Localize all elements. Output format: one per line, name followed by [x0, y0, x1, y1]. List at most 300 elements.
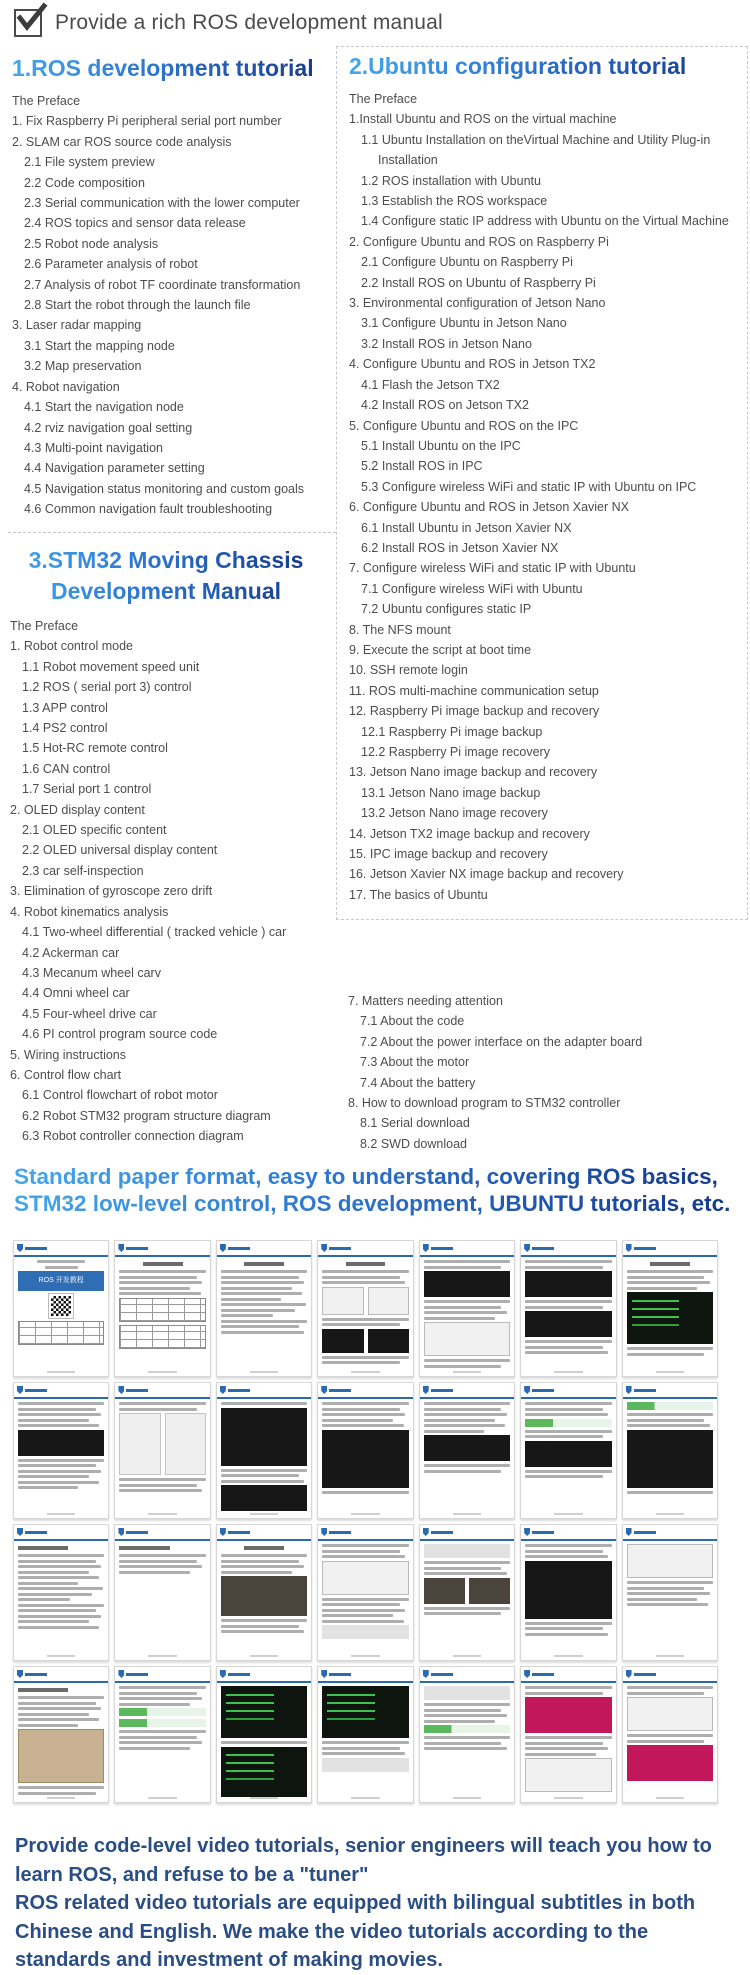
- page-thumbnail-10: [216, 1382, 312, 1519]
- thumbnail-brand-header: [217, 1383, 311, 1399]
- shield-icon: [626, 1528, 632, 1536]
- thumbnail-file-list: [165, 1413, 206, 1475]
- thumbnail-photo-pair: [424, 1578, 510, 1604]
- toc-item: 1.3 APP control: [22, 700, 108, 715]
- thumbnail-text-lines: [18, 1459, 104, 1490]
- qr-code-icon: [49, 1294, 73, 1318]
- dashed-divider: [8, 532, 336, 533]
- thumbnail-photo: [469, 1578, 510, 1604]
- shield-icon: [118, 1670, 124, 1678]
- toc-item: 2.8 Start the robot through the launch file: [24, 298, 251, 313]
- thumbnail-heading: [18, 1688, 68, 1692]
- thumbnail-brand-header: [14, 1525, 108, 1541]
- thumbnail-page-number: [148, 1797, 176, 1799]
- thumbnail-body: [623, 1399, 717, 1513]
- thumbnail-photo: [221, 1576, 307, 1616]
- toc-item: 5. Wiring instructions: [10, 1047, 127, 1062]
- thumbnail-highlight-bar: [424, 1725, 510, 1733]
- toc-item: 8.1 Serial download: [360, 1116, 470, 1131]
- thumbnail-text-lines: [119, 1270, 205, 1295]
- toc-item: 4.1 Two-wheel differential ( tracked vehicle ) car: [22, 925, 287, 940]
- toc-item: 2.2 OLED universal display content: [22, 843, 218, 858]
- toc-item: 2.3 Serial communication with the lower computer: [24, 196, 300, 211]
- toc-item: 4.1 Flash the Jetson TX2: [361, 377, 500, 392]
- toc-item: 13. Jetson Nano image backup and recovery: [349, 765, 598, 780]
- page-thumbnail-9: [114, 1382, 210, 1519]
- thumbnail-page-number: [47, 1513, 75, 1515]
- thumbnail-console-screenshot: [221, 1747, 307, 1798]
- thumbnail-heading: [244, 1546, 284, 1550]
- toc-item: 8. How to download program to STM32 controller: [348, 1096, 621, 1111]
- toc-item: 4.5 Four-wheel drive car: [22, 1006, 157, 1021]
- toc-stm32-continued: [348, 991, 744, 1154]
- brand-wordmark: [634, 1673, 656, 1676]
- brand-wordmark: [431, 1673, 453, 1676]
- shield-icon: [17, 1244, 23, 1252]
- thumbnail-brand-header: [14, 1383, 108, 1399]
- toc-item: 7. Configure wireless WiFi and static IP with Ubuntu: [349, 561, 636, 576]
- thumbnail-brand-header: [115, 1241, 209, 1257]
- stm32-title-line2: Development Manual: [50, 578, 282, 604]
- thumbnail-terminal-screenshot: [424, 1435, 510, 1461]
- thumbnail-terminal-screenshot: [221, 1408, 307, 1466]
- shield-icon: [220, 1386, 226, 1394]
- thumbnail-body: [420, 1399, 514, 1513]
- brand-wordmark: [25, 1673, 47, 1676]
- shield-icon: [118, 1244, 124, 1252]
- thumbnail-page-number: [250, 1797, 278, 1799]
- thumbnail-text-lines: [424, 1464, 510, 1473]
- thumbnail-brand-header: [420, 1525, 514, 1541]
- thumbnail-window-screenshot-pair: [322, 1287, 408, 1315]
- thumbnail-text-lines: [424, 1402, 510, 1433]
- toc-item: 16. Jetson Xavier NX image backup and recovery: [349, 867, 624, 882]
- thumbnail-window-screenshot: [525, 1758, 611, 1792]
- thumbnail-brand-header: [115, 1667, 209, 1683]
- toc-item: 6.1 Install Ubuntu in Jetson Xavier NX: [361, 520, 572, 535]
- page-thumbnail-15: [13, 1524, 109, 1661]
- toc-item: 2.3 car self-inspection: [22, 863, 144, 878]
- toc-item: 4.3 Mecanum wheel carv: [22, 965, 161, 980]
- thumbnail-text-lines: [18, 1260, 104, 1269]
- thumbnail-page-number: [453, 1655, 481, 1657]
- thumbnail-window-screenshot: [368, 1287, 409, 1315]
- brand-wordmark: [532, 1673, 554, 1676]
- toc-item: 13.2 Jetson Nano image recovery: [361, 806, 548, 821]
- thumbnail-body: [217, 1399, 311, 1513]
- thumbnail-page-number: [351, 1797, 379, 1799]
- brand-wordmark: [228, 1673, 250, 1676]
- thumbnail-brand-header: [623, 1383, 717, 1399]
- toc-item: 5.2 Install ROS in IPC: [361, 459, 483, 474]
- thumbnail-text-lines: [119, 1730, 205, 1750]
- thumbnail-brand-header: [521, 1525, 615, 1541]
- thumbnail-text-lines: [322, 1491, 408, 1494]
- thumbnail-brand-header: [14, 1241, 108, 1257]
- brand-wordmark: [228, 1531, 250, 1534]
- thumbnail-window-screenshot: [322, 1561, 408, 1595]
- thumbnail-page-number: [351, 1513, 379, 1515]
- thumbnail-body: [623, 1257, 717, 1371]
- thumbnail-page-number: [656, 1371, 684, 1373]
- thumbnail-text-lines: [627, 1734, 713, 1743]
- toc-item: 6. Configure Ubuntu and ROS in Jetson Xavier NX: [349, 500, 630, 515]
- toc-item: 3. Elimination of gyroscope zero drift: [10, 884, 213, 899]
- thumbnail-text-lines: [424, 1359, 510, 1368]
- thumbnail-magenta-image: [627, 1745, 713, 1781]
- thumbnail-terminal-screenshot: [18, 1430, 104, 1456]
- thumbnail-terminal-screenshot: [525, 1561, 611, 1619]
- footer-paragraph-1: Provide code-level video tutorials, senior engineers will teach you how to learn ROS, and refuse to be a "tuner": [15, 1835, 712, 1886]
- toc-item: 12.2 Raspberry Pi image recovery: [361, 745, 550, 759]
- section-ubuntu-title: 2.Ubuntu configuration tutorial: [349, 53, 743, 80]
- thumbnail-brand-header: [115, 1383, 209, 1399]
- page-thumbnail-6: [520, 1240, 616, 1377]
- page-thumbnail-2: [114, 1240, 210, 1377]
- thumbnail-body: [318, 1257, 412, 1371]
- thumbnail-text-lines: [221, 1741, 307, 1744]
- brand-wordmark: [532, 1389, 554, 1392]
- toc-item: 3. Laser radar mapping: [12, 318, 142, 333]
- shield-icon: [423, 1528, 429, 1536]
- thumbnail-text-lines: [322, 1544, 408, 1558]
- page-thumbnail-7: [622, 1240, 718, 1377]
- toc-item: 1.1 Ubuntu Installation on theVirtual Machine and Utility Plug-in Installation: [361, 132, 711, 168]
- thumbnail-text-lines: [525, 1430, 611, 1439]
- page-thumbnail-25: [317, 1666, 413, 1803]
- brand-wordmark: [634, 1389, 656, 1392]
- page-header: [14, 9, 443, 37]
- toc-item: 1.7 Serial port 1 control: [22, 782, 152, 797]
- page-thumbnail-16: [114, 1524, 210, 1661]
- toc-item: 4.5 Navigation status monitoring and custom goals: [24, 481, 305, 496]
- shield-icon: [524, 1244, 530, 1252]
- toc-item: 1.2 ROS ( serial port 3) control: [22, 680, 192, 695]
- thumbnail-brand-header: [623, 1667, 717, 1683]
- brand-wordmark: [126, 1389, 148, 1392]
- shield-icon: [220, 1670, 226, 1678]
- thumbnail-brand-header: [318, 1383, 412, 1399]
- stm32-title-line1: 3.STM32 Moving Chassis: [28, 547, 304, 573]
- thumbnail-text-lines: [627, 1270, 713, 1290]
- thumbnail-body: [623, 1683, 717, 1797]
- thumbnail-body: [318, 1399, 412, 1513]
- thumbnail-heading: [143, 1262, 183, 1266]
- toc-item: 7.2 Ubuntu configures static IP: [361, 602, 532, 617]
- shield-icon: [321, 1386, 327, 1394]
- thumbnail-body: [217, 1257, 311, 1371]
- thumbnail-terminal-screenshot: [525, 1271, 611, 1297]
- toc-item: 1.1 Robot movement speed unit: [22, 659, 200, 674]
- toc-item: 4. Configure Ubuntu and ROS in Jetson TX2: [349, 357, 596, 372]
- page-thumbnail-12: [419, 1382, 515, 1519]
- thumbnail-heading: [18, 1546, 68, 1550]
- toc-item: 1.4 Configure static IP address with Ubuntu on the Virtual Machine: [361, 214, 729, 229]
- toc-item: 1.5 Hot-RC remote control: [22, 741, 168, 756]
- thumbnail-brand-header: [420, 1667, 514, 1683]
- thumbnail-text-lines: [221, 1402, 307, 1405]
- toc-item: 4.2 rviz navigation goal setting: [24, 420, 193, 435]
- thumbnail-brand-header: [521, 1241, 615, 1257]
- page-thumbnail-24: [216, 1666, 312, 1803]
- thumbnail-highlight-bar: [525, 1419, 611, 1427]
- page-title: Provide a rich ROS development manual: [55, 11, 443, 34]
- thumbnail-page-number: [351, 1655, 379, 1657]
- thumbnail-magenta-image: [525, 1697, 611, 1733]
- thumbnail-brand-header: [217, 1241, 311, 1257]
- thumbnail-page-number: [554, 1797, 582, 1799]
- shield-icon: [524, 1528, 530, 1536]
- thumbnail-window-screenshot: [627, 1697, 713, 1731]
- toc-item: 4.3 Multi-point navigation: [24, 440, 163, 455]
- thumbnail-brand-header: [521, 1667, 615, 1683]
- section-stm32-title: [10, 545, 322, 607]
- thumbnail-terminal-screenshot: [627, 1430, 713, 1488]
- thumbnail-file-list-pair: [119, 1413, 205, 1475]
- thumbnail-body: [217, 1541, 311, 1655]
- promo-headline-line2: STM32 low-level control, ROS development, UBUNTU tutorials, etc.: [14, 1191, 731, 1216]
- thumbnail-text-lines: [525, 1736, 611, 1756]
- toc-item: 6.2 Robot STM32 program structure diagram: [22, 1108, 271, 1123]
- thumbnail-body: [318, 1541, 412, 1655]
- brand-wordmark: [532, 1531, 554, 1534]
- thumbnail-brand-header: [623, 1525, 717, 1541]
- shield-icon: [626, 1244, 632, 1252]
- toc-item: 9. Execute the script at boot time: [349, 642, 532, 657]
- brand-wordmark: [329, 1531, 351, 1534]
- thumbnail-window-screenshot: [424, 1322, 510, 1356]
- toc-item: 6.3 Robot controller connection diagram: [22, 1129, 244, 1144]
- page-thumbnail-5: [419, 1240, 515, 1377]
- thumbnail-photo: [424, 1578, 465, 1604]
- thumbnail-text-lines: [18, 1402, 104, 1427]
- toc-item: 6. Control flow chart: [10, 1067, 122, 1082]
- thumbnail-page-number: [554, 1371, 582, 1373]
- toc-item: 1.6 CAN control: [22, 761, 111, 776]
- toc-item: 8.2 SWD download: [360, 1136, 468, 1151]
- thumbnail-page-number: [250, 1513, 278, 1515]
- thumbnail-body: [420, 1257, 514, 1371]
- section-stm32-continued: [348, 982, 744, 1154]
- thumbnail-text-lines: [525, 1686, 611, 1695]
- toc-item: 14. Jetson TX2 image backup and recovery: [349, 826, 590, 841]
- toc-item: 7.1 Configure wireless WiFi with Ubuntu: [361, 581, 583, 596]
- shield-icon: [118, 1386, 124, 1394]
- thumbnail-terminal-screenshot: [424, 1271, 510, 1297]
- brand-wordmark: [228, 1389, 250, 1392]
- thumbnail-text-lines: [18, 1696, 104, 1727]
- toc-item: 2.1 Configure Ubuntu on Raspberry Pi: [361, 255, 573, 270]
- thumbnail-text-lines: [627, 1581, 713, 1606]
- shield-icon: [17, 1528, 23, 1536]
- thumbnail-text-lines: [525, 1260, 611, 1269]
- thumbnail-highlight-bar: [627, 1402, 713, 1410]
- thumbnail-body: [623, 1541, 717, 1655]
- thumbnail-highlight-bar: [119, 1708, 205, 1716]
- thumbnail-terminal-screenshot: [525, 1311, 611, 1337]
- page-thumbnail-13: [520, 1382, 616, 1519]
- thumbnail-text-lines: [627, 1347, 713, 1356]
- toc-item: 1.3 Establish the ROS workspace: [361, 194, 548, 209]
- checkmark-icon: [14, 9, 42, 37]
- toc-item: 12.1 Raspberry Pi image backup: [361, 724, 543, 739]
- brand-wordmark: [532, 1247, 554, 1250]
- thumbnail-page-number: [47, 1371, 75, 1373]
- thumbnail-text-lines: [221, 1619, 307, 1633]
- toc-item: 13.1 Jetson Nano image backup: [361, 785, 541, 800]
- thumbnail-body: [521, 1541, 615, 1655]
- thumbnail-code-block: [424, 1686, 510, 1700]
- thumbnail-brand-header: [217, 1525, 311, 1541]
- thumbnail-body: [115, 1399, 209, 1513]
- page-thumbnail-18: [317, 1524, 413, 1661]
- thumbnail-text-lines: [525, 1470, 611, 1479]
- page-thumbnail-3: [216, 1240, 312, 1377]
- brand-wordmark: [329, 1247, 351, 1250]
- toc-item: 2.5 Robot node analysis: [24, 236, 159, 251]
- brand-wordmark: [126, 1531, 148, 1534]
- footer-text: [15, 1832, 737, 1975]
- toc-item: 7. Matters needing attention: [348, 994, 503, 1008]
- thumbnail-file-list: [119, 1413, 160, 1475]
- thumbnail-cover-banner: ROS 开发教程: [18, 1271, 104, 1291]
- thumbnail-table: [18, 1321, 104, 1345]
- thumbnail-brand-header: [14, 1667, 108, 1683]
- toc-stm32: [10, 616, 322, 1147]
- toc-item: 2. Configure Ubuntu and ROS on Raspberry Pi: [349, 234, 609, 249]
- brand-wordmark: [25, 1531, 47, 1534]
- toc-item: 5.3 Configure wireless WiFi and static IP with Ubuntu on IPC: [361, 479, 697, 494]
- shield-icon: [220, 1528, 226, 1536]
- thumbnail-terminal-screenshot-pair: [322, 1329, 408, 1353]
- page-thumbnail-8: [13, 1382, 109, 1519]
- thumbnail-body: [115, 1683, 209, 1797]
- thumbnail-text-lines: [424, 1300, 510, 1320]
- thumbnail-page-number: [656, 1797, 684, 1799]
- toc-item: 2.4 ROS topics and sensor data release: [24, 216, 246, 231]
- thumbnail-text-lines: [424, 1561, 510, 1575]
- thumbnail-brand-header: [318, 1525, 412, 1541]
- thumbnail-page-number: [351, 1371, 379, 1373]
- shield-icon: [321, 1244, 327, 1252]
- thumbnail-brand-header: [623, 1241, 717, 1257]
- thumbnail-page-number: [453, 1513, 481, 1515]
- page-thumbnail-4: [317, 1240, 413, 1377]
- brand-wordmark: [228, 1247, 250, 1250]
- toc-item: 4.6 PI control program source code: [22, 1027, 218, 1042]
- thumbnail-text-lines: [18, 1554, 104, 1601]
- shield-icon: [626, 1386, 632, 1394]
- toc-item: The Preface: [349, 92, 418, 106]
- toc-item: 5.1 Install Ubuntu on the IPC: [361, 438, 521, 453]
- shield-icon: [423, 1244, 429, 1252]
- thumbnail-highlight-bar: [119, 1719, 205, 1727]
- page-thumbnail-19: [419, 1524, 515, 1661]
- toc-item: 5. Configure Ubuntu and ROS on the IPC: [349, 418, 579, 433]
- brand-wordmark: [431, 1531, 453, 1534]
- toc-item: 8. The NFS mount: [349, 622, 451, 637]
- thumbnail-body: [420, 1683, 514, 1797]
- brand-wordmark: [126, 1673, 148, 1676]
- thumbnail-text-lines: [424, 1607, 510, 1616]
- toc-item: 2.7 Analysis of robot TF coordinate transformation: [24, 277, 301, 292]
- toc-item: 1.2 ROS installation with Ubuntu: [361, 173, 541, 188]
- thumbnail-text-lines: [525, 1544, 611, 1558]
- thumbnail-text-lines: [627, 1686, 713, 1695]
- toc-item: 2.1 OLED specific content: [22, 823, 167, 838]
- page-thumbnail-11: [317, 1382, 413, 1519]
- toc-item: The Preface: [12, 94, 81, 108]
- brand-wordmark: [25, 1247, 47, 1250]
- shield-icon: [118, 1528, 124, 1536]
- shield-icon: [17, 1386, 23, 1394]
- footer-paragraph-2: ROS related video tutorials are equipped with bilingual subtitles in both Chinese and English. We make the video tutorials according to the standards and investment of making movies.: [15, 1892, 696, 1971]
- thumbnail-body: [521, 1257, 615, 1371]
- toc-item: 3.1 Configure Ubuntu in Jetson Nano: [361, 316, 567, 331]
- page-thumbnail-23: [114, 1666, 210, 1803]
- thumbnail-page-number: [47, 1655, 75, 1657]
- thumbnail-body: [217, 1683, 311, 1797]
- toc-item: 1.Install Ubuntu and ROS on the virtual machine: [349, 112, 617, 127]
- thumbnail-text-lines: [119, 1402, 205, 1411]
- thumbnail-code-block: [424, 1544, 510, 1558]
- toc-item: 4.1 Start the navigation node: [24, 400, 184, 415]
- thumbnail-window-screenshot: [627, 1544, 713, 1578]
- brand-wordmark: [431, 1247, 453, 1250]
- thumbnail-terminal-screenshot: [322, 1430, 408, 1488]
- thumbnail-heading: [119, 1546, 169, 1550]
- thumbnail-terminal-screenshot: [368, 1329, 409, 1353]
- brand-wordmark: [126, 1247, 148, 1250]
- toc-item: 1. Robot control mode: [10, 639, 133, 654]
- section-stm32-manual: [10, 545, 322, 1147]
- shield-icon: [321, 1670, 327, 1678]
- thumbnail-table: [119, 1325, 205, 1349]
- thumbnail-body: [14, 1683, 108, 1797]
- page-thumbnail-27: [520, 1666, 616, 1803]
- brand-wordmark: [431, 1389, 453, 1392]
- toc-item: 2. OLED display content: [10, 802, 145, 817]
- toc-item: The Preface: [10, 619, 79, 633]
- page-thumbnail-14: [622, 1382, 718, 1519]
- toc-item: 2. SLAM car ROS source code analysis: [12, 134, 232, 149]
- toc-item: 3. Environmental configuration of Jetson Nano: [349, 296, 606, 311]
- toc-ubuntu: [349, 89, 743, 905]
- toc-item: 6.2 Install ROS in Jetson Xavier NX: [361, 540, 559, 555]
- brand-wordmark: [329, 1389, 351, 1392]
- thumbnail-brand-header: [318, 1667, 412, 1683]
- shield-icon: [423, 1386, 429, 1394]
- thumbnail-text-lines: [18, 1786, 104, 1795]
- toc-item: 4.4 Omni wheel car: [22, 986, 130, 1001]
- thumbnail-body: [115, 1541, 209, 1655]
- thumbnail-terminal-screenshot: [322, 1329, 363, 1353]
- toc-ros: [12, 91, 334, 520]
- toc-item: 7.4 About the battery: [360, 1075, 476, 1090]
- thumbnail-text-lines: [424, 1260, 510, 1269]
- thumbnail-text-lines: [322, 1598, 408, 1623]
- page-thumbnail-22: [13, 1666, 109, 1803]
- thumbnail-body: [521, 1399, 615, 1513]
- toc-item: 4.6 Common navigation fault troubleshooting: [24, 502, 273, 517]
- thumbnail-text-lines: [525, 1340, 611, 1354]
- brand-wordmark: [634, 1247, 656, 1250]
- toc-item: 7.3 About the motor: [360, 1055, 470, 1070]
- thumbnail-table: [119, 1298, 205, 1322]
- thumbnail-text-lines: [322, 1402, 408, 1427]
- thumbnail-console-screenshot: [221, 1686, 307, 1738]
- toc-item: 17. The basics of Ubuntu: [349, 887, 488, 902]
